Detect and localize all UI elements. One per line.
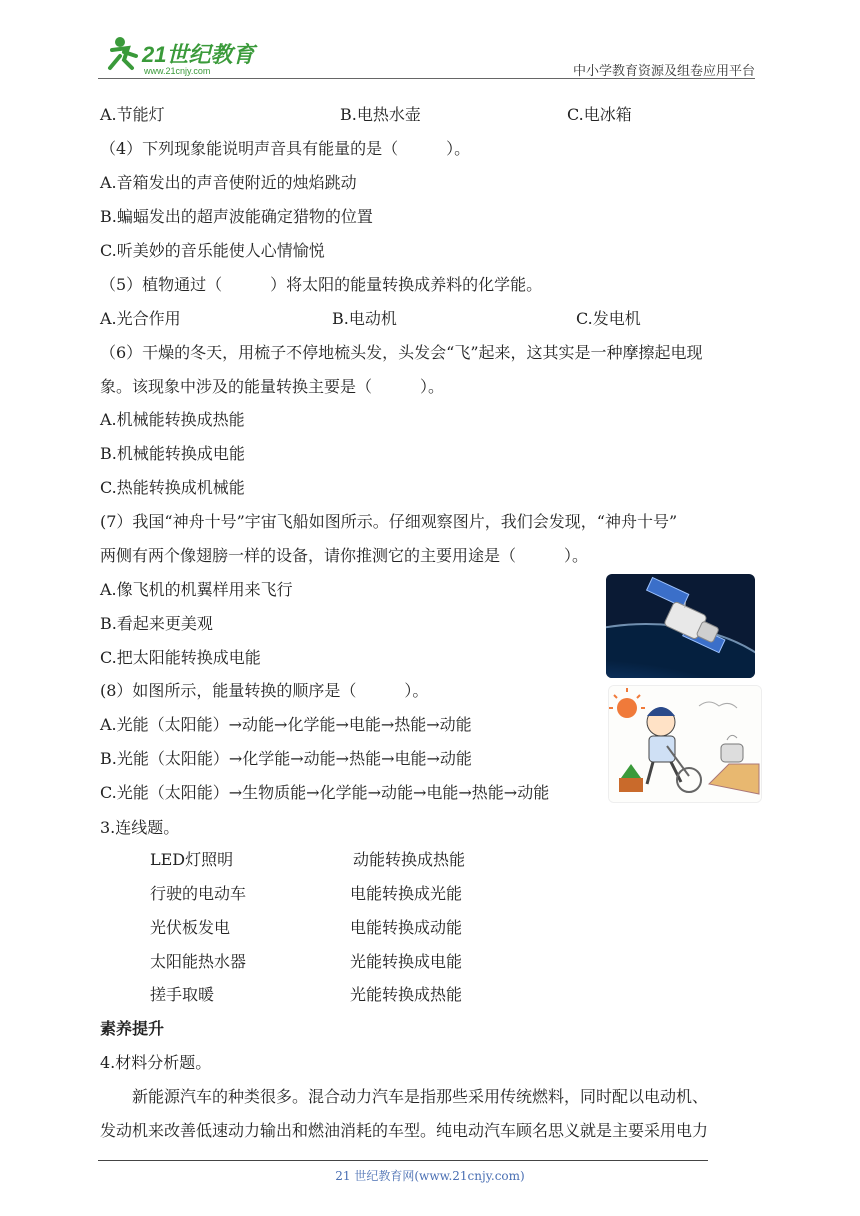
q8-stem: (8）如图所示，能量转换的顺序是（ ）。 bbox=[100, 681, 429, 700]
q8-option-a: A.光能（太阳能）→动能→化学能→电能→热能→动能 bbox=[100, 715, 472, 734]
footer-site-text: 21 世纪教育网(www.21cnjy.com) bbox=[335, 1169, 525, 1183]
header-divider bbox=[98, 78, 755, 79]
q7-option-b: B.看起来更美观 bbox=[100, 614, 213, 633]
q3-option-c: C.电冰箱 bbox=[567, 105, 632, 124]
svg-text:www.21cnjy.com: www.21cnjy.com bbox=[144, 66, 211, 76]
q4-option-a: A.音箱发出的声音使附近的烛焰跳动 bbox=[100, 173, 357, 192]
q6-stem-line1: （6）干燥的冬天，用梳子不停地梳头发，头发会“飞”起来，这其实是一种摩擦起电现 bbox=[100, 343, 703, 362]
section3-title: 3.连线题。 bbox=[100, 818, 180, 837]
match-right-2: 电能转换成光能 bbox=[350, 884, 463, 903]
section4-paragraph-line2: 发动机来改善低速动力输出和燃油消耗的车型。纯电动汽车顾名思义就是主要采用电力 bbox=[100, 1121, 709, 1140]
match-right-3: 电能转换成动能 bbox=[350, 918, 463, 937]
q4-option-c: C.听美妙的音乐能使人心情愉悦 bbox=[100, 241, 325, 260]
match-left-5: 搓手取暖 bbox=[150, 985, 215, 1004]
q3-option-b: B.电热水壶 bbox=[340, 105, 421, 124]
header-platform-text: 中小学教育资源及组卷应用平台 bbox=[572, 64, 755, 79]
q8-option-c: C.光能（太阳能）→生物质能→化学能→动能→电能→热能→动能 bbox=[100, 783, 550, 802]
footer-divider bbox=[98, 1160, 708, 1161]
match-left-1: LED灯照明 bbox=[150, 850, 234, 869]
q7-stem-line2: 两侧有两个像翅膀一样的设备，请你推测它的主要用途是（ ）。 bbox=[100, 546, 589, 565]
match-left-4: 太阳能热水器 bbox=[150, 952, 247, 971]
q4-option-b: B.蝙蝠发出的超声波能确定猎物的位置 bbox=[100, 207, 373, 226]
q8-option-b: B.光能（太阳能）→化学能→动能→热能→电能→动能 bbox=[100, 749, 472, 768]
energy-cartoon-image bbox=[608, 685, 762, 803]
match-right-1: 动能转换成热能 bbox=[353, 850, 466, 869]
q3-option-a: A.节能灯 bbox=[100, 105, 165, 124]
spacecraft-image bbox=[606, 574, 755, 678]
q6-stem-line2: 象。该现象中涉及的能量转换主要是（ ）。 bbox=[100, 377, 445, 396]
runner-icon bbox=[110, 37, 136, 68]
q7-option-a: A.像飞机的机翼样用来飞行 bbox=[100, 580, 293, 599]
section4-paragraph-line1: 新能源汽车的种类很多。混合动力汽车是指那些采用传统燃料，同时配以电动机、 bbox=[132, 1087, 709, 1106]
match-right-5: 光能转换成热能 bbox=[350, 985, 463, 1004]
brand-logo bbox=[98, 34, 258, 78]
section4-title: 4.材料分析题。 bbox=[100, 1053, 212, 1072]
match-left-2: 行驶的电动车 bbox=[150, 884, 247, 903]
q5-option-a: A.光合作用 bbox=[100, 309, 181, 328]
match-left-3: 光伏板发电 bbox=[150, 918, 231, 937]
q4-stem: （4）下列现象能说明声音具有能量的是（ ）。 bbox=[100, 139, 471, 158]
q6-option-b: B.机械能转换成电能 bbox=[100, 444, 245, 463]
q7-option-c: C.把太阳能转换成电能 bbox=[100, 648, 261, 667]
svg-text:21世纪教育: 21世纪教育 bbox=[142, 42, 255, 67]
q5-option-b: B.电动机 bbox=[332, 309, 397, 328]
match-right-4: 光能转换成电能 bbox=[350, 952, 463, 971]
q7-stem-line1: (7）我国“神舟十号”宇宙飞船如图所示。仔细观察图片，我们会发现，“神舟十号” bbox=[100, 512, 678, 531]
q6-option-c: C.热能转换成机械能 bbox=[100, 478, 245, 497]
q5-stem: （5）植物通过（ ）将太阳的能量转换成养料的化学能。 bbox=[100, 275, 543, 294]
section-heading-literacy: 素养提升 bbox=[100, 1019, 165, 1038]
q5-option-c: C.发电机 bbox=[576, 309, 641, 328]
q6-option-a: A.机械能转换成热能 bbox=[100, 410, 245, 429]
